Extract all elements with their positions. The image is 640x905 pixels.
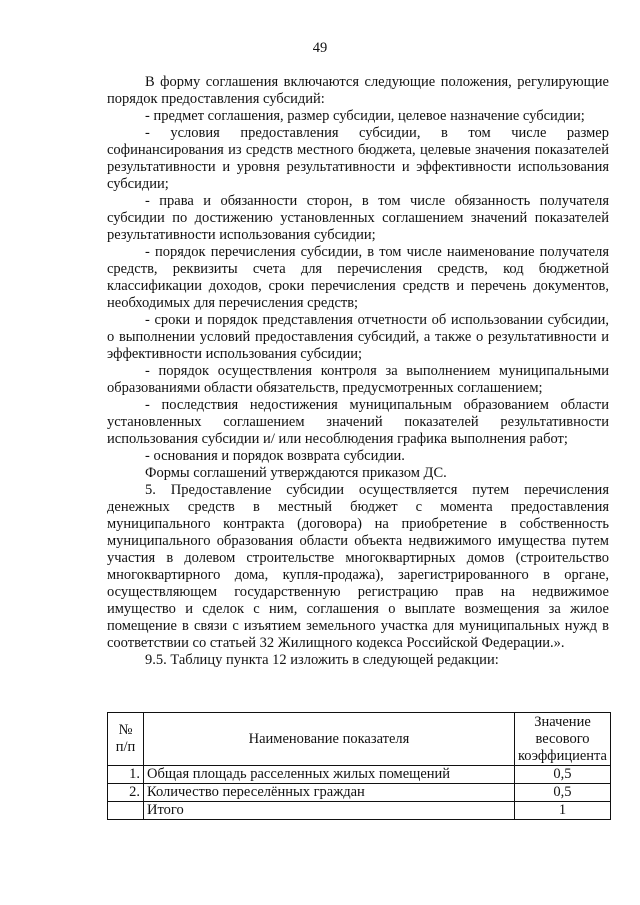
document-body <box>107 74 609 669</box>
header-indicator-name: Наименование показателя <box>144 713 515 766</box>
forms-note: Формы соглашений утверждаются приказом ДС. <box>145 465 447 481</box>
row-number: 2. <box>108 784 144 802</box>
indicator-table <box>107 712 611 820</box>
page-number: 49 <box>312 40 328 56</box>
table-row <box>108 784 611 802</box>
row-weight-value: 0,5 <box>514 784 610 802</box>
list-item: - условия предоставления субсидии, в том числе размер софинансирования из средств местного бюджета, целевые значения показателей результативности и уровня результативности и эффективности использования субсидии; <box>107 125 609 192</box>
row-indicator-name: Итого <box>144 802 515 820</box>
list-item: - основания и порядок возврата субсидии. <box>145 448 405 464</box>
row-indicator-name: Количество переселённых граждан <box>144 784 515 802</box>
list-item: - сроки и порядок представления отчетности об использовании субсидии, о выполнении условий предоставления субсидий, а также о результативности и эффективности использования субсидии; <box>107 312 609 362</box>
point-5-paragraph: 5. Предоставление субсидии осуществляется путем перечисления денежных средств в местный бюджет с момента предоставления муниципального контракта (договора) на приобретение в собственность муниципального образования области объекта недвижимого имущества путем участия в долевом строительстве многоквартирных домов (строительство многоквартирного дома, купля-продажа), зарегистрированного в органе, осуществляющем государственную регистрацию прав на недвижимое имущество и сделок с ним, соглашения о выплате возмещения за жилое помещение в связи с изъятием земельного участка для муниципальных нужд в соответствии со статьей 32 Жилищного кодекса Российской Федерации.». <box>107 482 609 651</box>
table-row <box>108 766 611 784</box>
header-number: № п/п <box>108 713 144 766</box>
header-weight-value: Значение весового коэффициента <box>514 713 610 766</box>
row-weight-value: 1 <box>514 802 610 820</box>
list-item: - предмет соглашения, размер субсидии, целевое назначение субсидии; <box>145 108 585 124</box>
intro-paragraph: В форму соглашения включаются следующие положения, регулирующие порядок предоставления субсидий: <box>107 74 609 107</box>
list-item: - права и обязанности сторон, в том числе обязанность получателя субсидии по достижению установленных соглашением значений показателей результативности использования субсидии; <box>107 193 609 243</box>
list-item: - порядок перечисления субсидии, в том числе наименование получателя средств, реквизиты счета для перечисления средств, код бюджетной классификации доходов, сроки перечисления средств и перечень документов, необходимых для перечисления средств; <box>107 244 609 311</box>
table-total-row <box>108 802 611 820</box>
list-item: - порядок осуществления контроля за выполнением муниципальными образованиями области обязательств, предусмотренных соглашением; <box>107 363 609 396</box>
list-item: - последствия недостижения муниципальным образованием области установленных соглашением значений показателей результативности использования субсидии и/ или несоблюдения графика выполнения работ; <box>107 397 609 447</box>
indicator-table-container <box>107 712 611 820</box>
row-indicator-name: Общая площадь расселенных жилых помещений <box>144 766 515 784</box>
row-weight-value: 0,5 <box>514 766 610 784</box>
row-number: 1. <box>108 766 144 784</box>
point-9-5-paragraph: 9.5. Таблицу пункта 12 изложить в следующей редакции: <box>145 652 499 668</box>
row-number <box>108 802 144 820</box>
table-header-row <box>108 713 611 766</box>
